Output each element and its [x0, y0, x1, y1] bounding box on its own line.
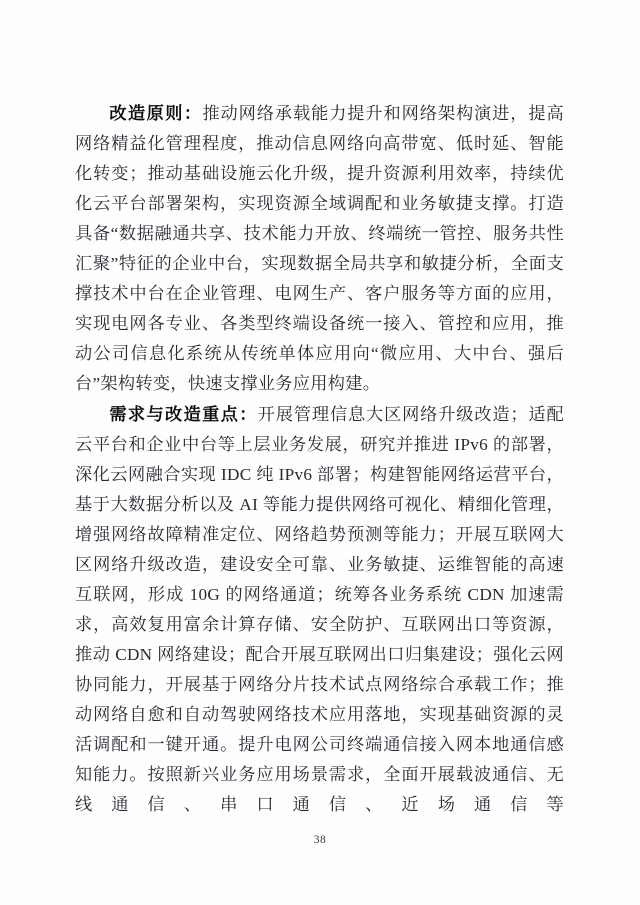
page-number: 38: [313, 834, 327, 846]
paragraph-body: 推动网络承载能力提升和网络架构演进，提高网络精益化管理程度，推动信息网络向高带宽、低时延、智能化转变；推动基础设施云化升级，提升资源利用效率，持续优化云平台部署架构，实现资源全域调配和业务敏捷支撑。打造具备“数据融通共享、技术能力开放、终端统一管控、服务共性汇聚”特征的企业中台，实现数据全局共享和敏捷分析，全面支撑技术中台在企业管理、电网生产、客户服务等方面的应用，实现电网各专业、各类型终端设备统一接入、管控和应用，推动公司信息化系统从传统单体应用向“微应用、大中台、强后台”架构转变，快速支撑业务应用构建。: [75, 104, 564, 393]
page-body-text: [75, 98, 564, 820]
paragraph-reform-principles: [75, 98, 564, 399]
paragraph-requirements-and-focus: [75, 399, 564, 820]
paragraph-body: 开展管理信息大区网络升级改造；适配云平台和企业中台等上层业务发展，研究并推进 IPv6 的部署，深化云网融合实现 IDC 纯 IPv6 部署；构建智能网络运营平台，基于大数据分析以及 AI 等能力提供网络可视化、精细化管理，增强网络故障精准定位、网络趋势预测等能力；开展互联网大区网络升级改造，建设安全可靠、业务敏捷、运维智能的高速互联网，形成 10G 的网络通道；统筹各业务系统 CDN 加速需求，高效复用富余计算存储、安全防护、互联网出口等资源，推动 CDN 网络建设；配合开展互联网出口归集建设；强化云网协同能力，开展基于网络分片技术试点网络综合承载工作；推动网络自愈和自动驾驶网络技术应用落地，实现基础资源的灵活调配和一键开通。提升电网公司终端通信接入网本地通信感知能力。按照新兴业务应用场景需求，全面开展载波通信、无线通信、串口通信、近场通信等: [75, 405, 564, 814]
paragraph-heading: 改造原则：: [109, 103, 203, 123]
paragraph-heading: 需求与改造重点：: [109, 404, 258, 424]
